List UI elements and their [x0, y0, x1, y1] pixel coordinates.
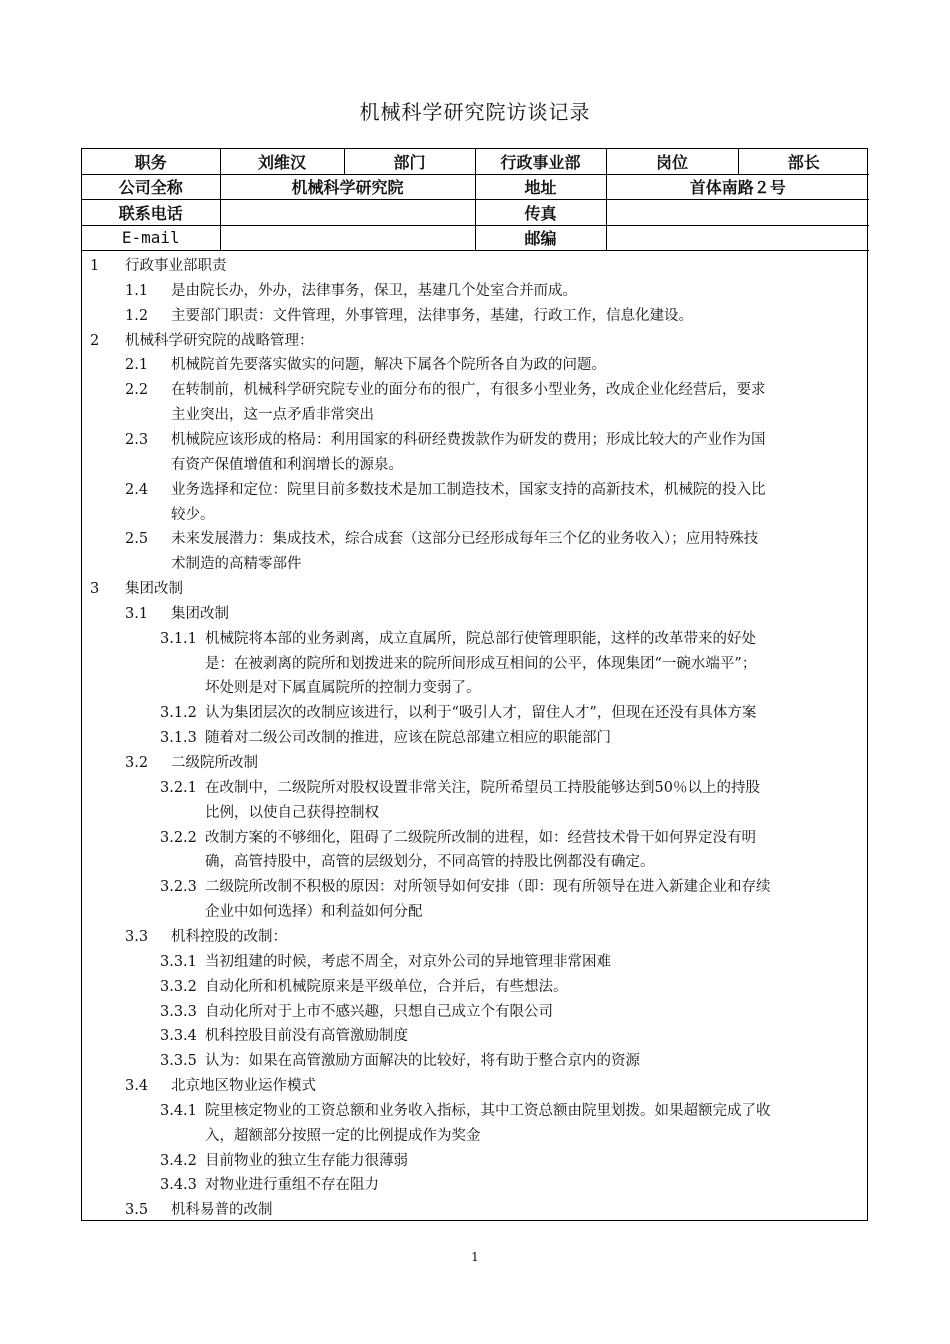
- item-text: 机科控股目前没有高管激励制度: [205, 1028, 408, 1045]
- info-header-table: [82, 149, 869, 251]
- item-number: 1.2: [125, 307, 149, 324]
- item-number: 2.1: [125, 357, 149, 374]
- item-number: 3.3.5: [160, 1053, 197, 1070]
- value-phone: [220, 200, 475, 226]
- item-number: 2.4: [125, 481, 149, 498]
- item-text: 随着对二级公司改制的推进，应该在院总部建立相应的职能部门: [205, 730, 611, 747]
- item-number: 3.4.1: [160, 1102, 197, 1119]
- item-number: 3.4.3: [160, 1177, 197, 1194]
- item-text: 集团改制: [125, 581, 183, 598]
- item-text: 主业突出，这一点矛盾非常突出: [171, 407, 374, 424]
- item-text: 当初组建的时候，考虑不周全，对京外公司的异地管理非常困难: [205, 953, 611, 970]
- value-address: 首体南路２号: [606, 174, 869, 200]
- item-text: 在改制中，二级院所对股权设置非常关注，院所希望员工持股能够达到50％以上的持股: [205, 779, 760, 796]
- item-number: 3.3: [125, 928, 149, 945]
- item-text: 是由院长办，外办，法律事务，保卫，基建几个处室合并而成。: [171, 282, 577, 299]
- item-number: 2: [90, 332, 100, 349]
- label-fax: 传真: [475, 200, 606, 226]
- item-text: 术制造的高精零部件: [171, 556, 302, 573]
- item-text: 改制方案的不够细化，阻碍了二级院所改制的进程，如：经营技术骨干如何界定没有明: [205, 829, 756, 846]
- item-number: 3.1.1: [160, 630, 197, 647]
- item-text: 行政事业部职责: [125, 258, 227, 274]
- header-row: [82, 174, 869, 200]
- item-text: 企业中如何选择）和利益如何分配: [205, 904, 423, 921]
- item-number: 3.1: [125, 605, 149, 622]
- item-number: 2.5: [125, 531, 149, 548]
- label-email: E-mail: [82, 225, 220, 251]
- item-text: 自动化所和机械院原来是平级单位，合并后，有些想法。: [205, 978, 568, 995]
- item-text: 在转制前，机械科学研究院专业的面分布的很广，有很多小型业务，改成企业化经营后，要求: [171, 382, 766, 399]
- item-text: 对物业进行重组不存在阻力: [205, 1177, 379, 1194]
- item-text: 二级院所改制: [171, 755, 258, 771]
- label-position: 职务: [82, 149, 220, 174]
- page-number: 1: [471, 1250, 479, 1264]
- item-number: 3.3.2: [160, 978, 197, 995]
- item-number: 3.2: [125, 755, 149, 771]
- label-post: 岗位: [606, 149, 738, 174]
- item-text: 是：在被剥离的院所和划拨进来的院所间形成互相间的公平，体现集团“一碗水端平”；: [205, 655, 757, 672]
- item-number: 3.3.4: [160, 1028, 197, 1045]
- item-text: 坏处则是对下属直属院所的控制力变弱了。: [205, 680, 481, 697]
- item-number: 2.3: [125, 431, 149, 448]
- label-company: 公司全称: [82, 174, 220, 200]
- item-text: 自动化所对于上市不感兴趣，只想自己成立个有限公司: [205, 1003, 553, 1020]
- item-text: 较少。: [171, 506, 215, 523]
- item-text: 机械院应该形成的格局：利用国家的科研经费拨款作为研发的费用；形成比较大的产业作为国: [171, 431, 766, 448]
- item-number: 3.3.3: [160, 1003, 197, 1020]
- item-number: 3.2.2: [160, 829, 197, 846]
- item-text: 机科控股的改制：: [171, 928, 287, 945]
- page-title: 机械科学研究院访谈记录: [359, 100, 591, 124]
- item-number: 3.1.3: [160, 730, 197, 747]
- item-text: 认为：如果在高管激励方面解决的比较好，将有助于整合京内的资源: [205, 1053, 640, 1070]
- header-row: [82, 225, 869, 251]
- item-text: 目前物业的独立生存能力很薄弱: [205, 1152, 408, 1169]
- item-number: 3.5: [125, 1202, 149, 1219]
- value-postcode: [606, 225, 869, 251]
- item-text: 机械院将本部的业务剥离，成立直属所，院总部行使管理职能，这样的改革带来的好处: [205, 630, 756, 647]
- value-post: 部长: [738, 149, 869, 174]
- label-address: 地址: [475, 174, 606, 200]
- item-text: 机械科学研究院的战略管理：: [125, 332, 314, 349]
- item-text: 院里核定物业的工资总额和业务收入指标，其中工资总额由院里划拨。如果超额完成了收: [205, 1102, 771, 1119]
- item-number: 1: [90, 258, 100, 274]
- item-text: 未来发展潜力：集成技术，综合成套（这部分已经形成每年三个亿的业务收入）；应用特殊技: [171, 531, 759, 548]
- header-row: [82, 200, 869, 226]
- value-fax: [606, 200, 869, 226]
- item-number: 1.1: [125, 282, 149, 299]
- item-number: 3.3.1: [160, 953, 197, 970]
- interview-record-table: [81, 148, 868, 1221]
- item-text: 入，超额部分按照一定的比例提成作为奖金: [205, 1127, 481, 1144]
- item-text: 主要部门职责：文件管理，外事管理，法律事务，基建，行政工作，信息化建设。: [171, 307, 693, 324]
- item-number: 3: [90, 581, 100, 598]
- item-text: 比例，以使自己获得控制权: [205, 804, 379, 821]
- header-row: [82, 149, 869, 174]
- item-text: 北京地区物业运作模式: [171, 1078, 316, 1095]
- value-email: [220, 225, 475, 251]
- label-phone: 联系电话: [82, 200, 220, 226]
- item-text: 有资产保值增值和利润增长的源泉。: [171, 456, 403, 473]
- item-text: 业务选择和定位：院里目前多数技术是加工制造技术，国家支持的高新技术，机械院的投入比: [171, 481, 766, 498]
- label-department: 部门: [344, 149, 475, 174]
- item-number: 3.2.1: [160, 779, 197, 796]
- value-name: 刘维汉: [220, 149, 344, 174]
- item-number: 3.4: [125, 1078, 149, 1095]
- item-text: 机械院首先要落实做实的问题，解决下属各个院所各自为政的问题。: [171, 357, 606, 374]
- value-company: 机械科学研究院: [220, 174, 475, 200]
- item-text: 集团改制: [171, 605, 229, 622]
- item-number: 2.2: [125, 382, 149, 399]
- item-text: 机科易普的改制: [171, 1202, 273, 1219]
- value-department: 行政事业部: [475, 149, 606, 174]
- item-number: 3.2.3: [160, 879, 197, 896]
- label-postcode: 邮编: [475, 225, 606, 251]
- item-number: 3.1.2: [160, 705, 197, 722]
- item-text: 确，高管持股中，高管的层级划分，不同高管的持股比例都没有确定。: [205, 854, 655, 871]
- item-text: 认为集团层次的改制应该进行，以利于“吸引人才，留住人才”，但现在还没有具体方案: [205, 705, 757, 722]
- item-text: 二级院所改制不积极的原因：对所领导如何安排（即：现有所领导在进入新建企业和存续: [205, 879, 771, 896]
- item-number: 3.4.2: [160, 1152, 197, 1169]
